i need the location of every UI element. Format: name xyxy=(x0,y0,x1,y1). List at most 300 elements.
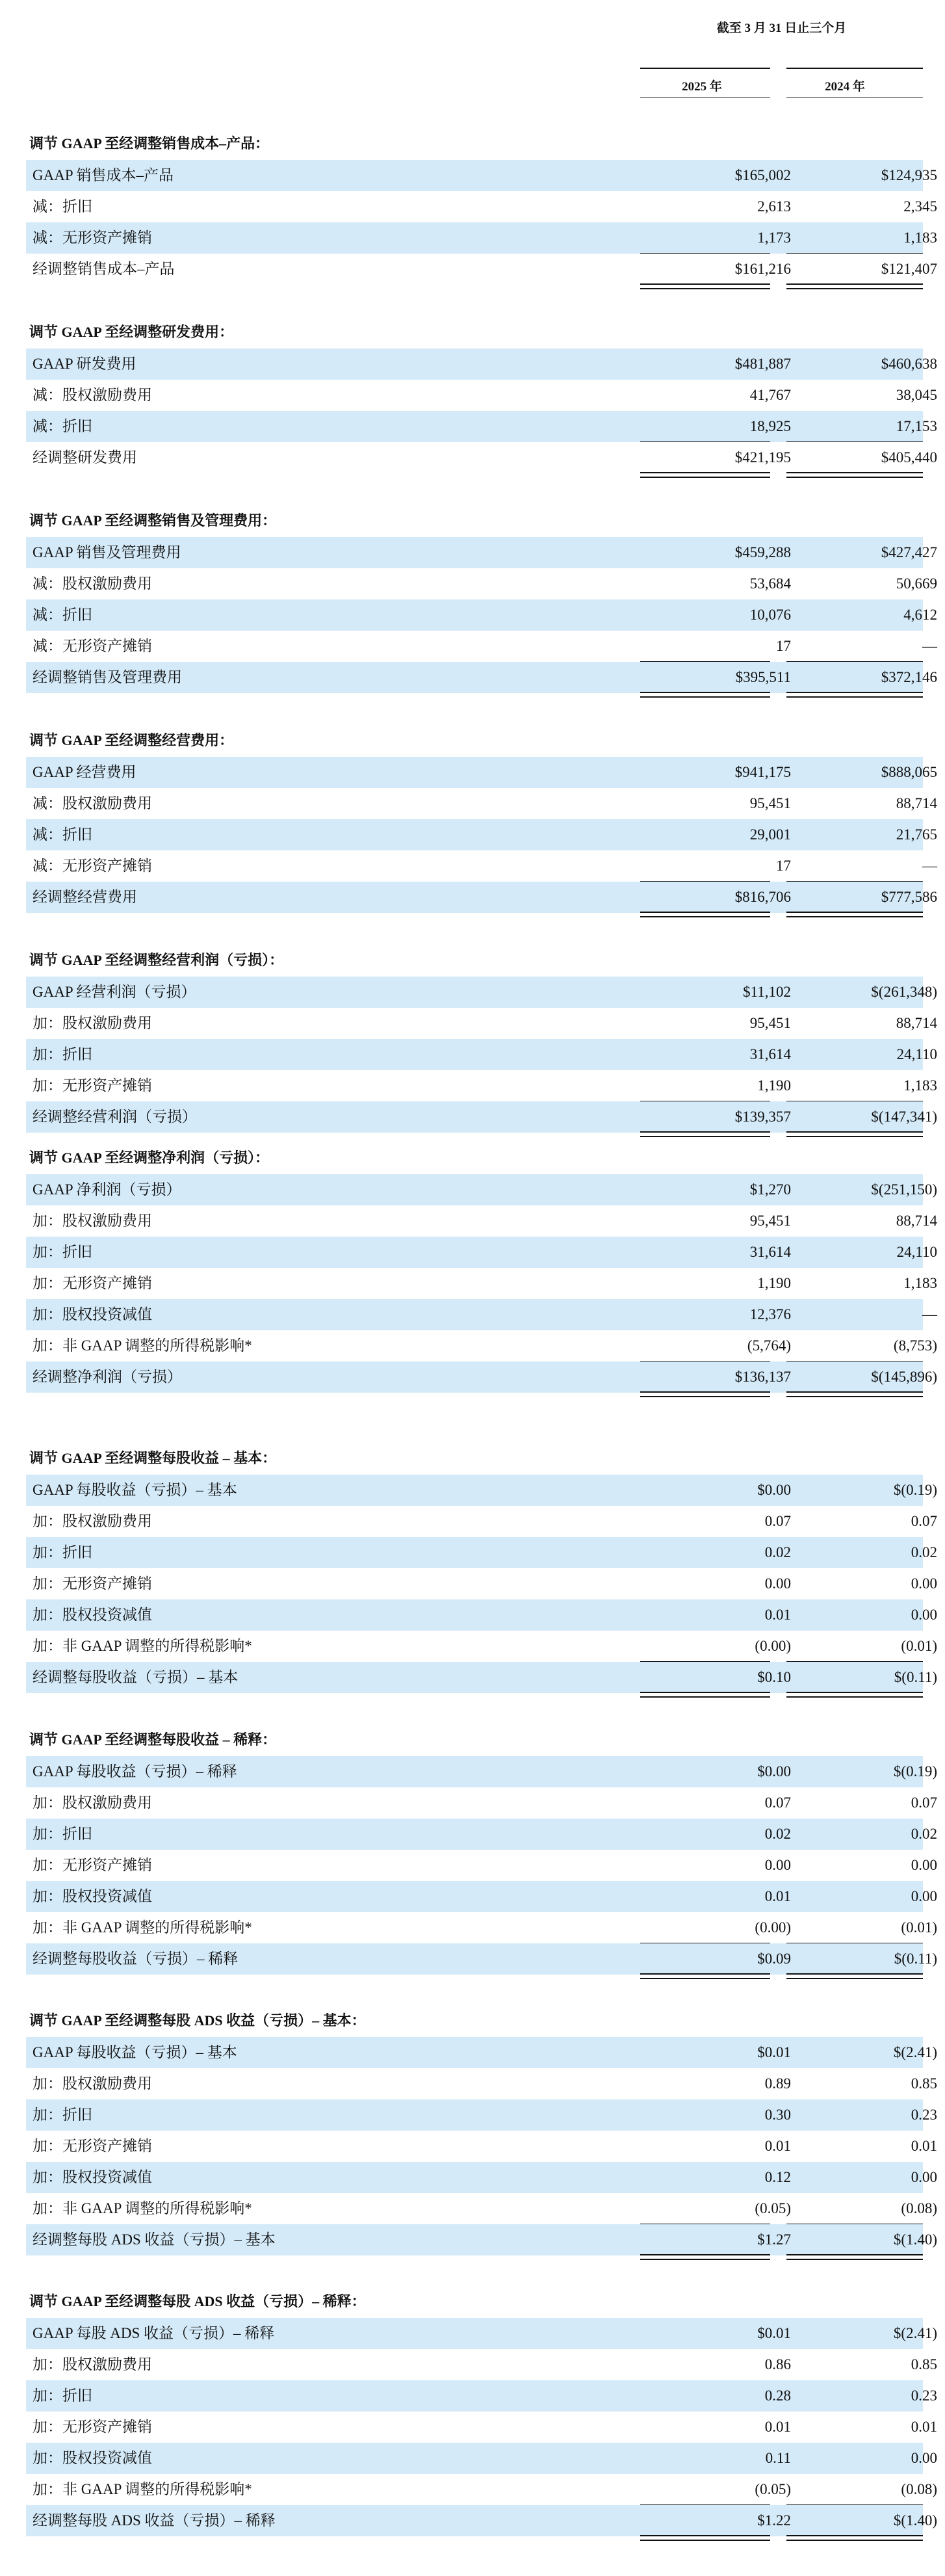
subtotal-rule xyxy=(640,1661,770,1662)
table-row xyxy=(26,2068,937,2099)
value-2025-text: $0.09 xyxy=(757,1951,791,1967)
value-2025-text: $481,887 xyxy=(734,356,791,372)
subtotal-rule xyxy=(786,253,923,254)
value-2025 xyxy=(640,1237,796,1268)
value-2025 xyxy=(640,2318,796,2349)
value-2024-text: 50,669 xyxy=(896,575,937,592)
table-row xyxy=(26,1008,937,1039)
table-row xyxy=(26,2443,937,2474)
table-row xyxy=(26,850,937,882)
value-2025 xyxy=(640,1819,796,1850)
section-title: 调节 GAAP 至经调整每股收益 – 基本： xyxy=(29,1450,277,1466)
value-2024-text: 0.00 xyxy=(911,2169,937,2185)
value-2025-text: (0.05) xyxy=(755,2200,791,2216)
value-2024-text: $(0.19) xyxy=(893,1763,937,1780)
total-double-rule xyxy=(786,912,923,917)
value-2024 xyxy=(786,1361,942,1393)
value-2025-text: 0.02 xyxy=(764,1826,791,1842)
value-2024 xyxy=(786,1506,942,1537)
row-label: GAAP 研发费用 xyxy=(32,356,136,372)
total-double-rule xyxy=(786,2535,923,2541)
value-2025 xyxy=(640,2474,796,2505)
table-row xyxy=(26,160,937,191)
value-2024-text: 0.02 xyxy=(911,1544,937,1560)
value-2024 xyxy=(786,537,942,568)
value-2025-text: (0.00) xyxy=(755,1919,791,1936)
value-2025 xyxy=(640,2193,796,2224)
value-2024 xyxy=(786,850,942,882)
value-2024-text: $(0.11) xyxy=(894,1669,937,1685)
value-2024 xyxy=(786,2474,942,2505)
value-2025-text: 18,925 xyxy=(749,418,791,434)
subtotal-rule xyxy=(640,661,770,662)
value-2024 xyxy=(786,2099,942,2131)
value-2024-text: 0.85 xyxy=(911,2075,937,2092)
value-2025-text: $0.10 xyxy=(757,1669,791,1685)
row-label: GAAP 每股收益（亏损）– 基本 xyxy=(32,2044,237,2060)
value-2024-text: 0.00 xyxy=(911,1857,937,1873)
value-2024-text: $777,586 xyxy=(881,889,937,905)
table-row xyxy=(26,1039,937,1070)
value-2025-text: 0.07 xyxy=(764,1794,791,1811)
value-2024 xyxy=(786,254,942,285)
row-label: GAAP 销售成本–产品 xyxy=(32,167,174,183)
total-double-rule xyxy=(640,1692,770,1698)
total-double-rule xyxy=(640,1131,770,1137)
total-double-rule xyxy=(640,283,770,289)
row-label: 加：非 GAAP 调整的所得税影响* xyxy=(32,1337,252,1354)
row-label: 加：折旧 xyxy=(32,1046,92,1062)
value-2025 xyxy=(640,411,796,442)
row-label: 加：股权投资减值 xyxy=(32,1607,152,1623)
period-heading: 截至 3 月 31 日止三个月 xyxy=(716,21,847,35)
value-2025-text: 0.07 xyxy=(764,1513,791,1529)
row-label: 加：非 GAAP 调整的所得税影响* xyxy=(32,1638,252,1654)
row-label: 加：非 GAAP 调整的所得税影响* xyxy=(32,2481,252,2497)
total-double-rule xyxy=(786,2254,923,2260)
year-2024-heading: 2024 年 xyxy=(825,80,865,94)
value-2025-text: 0.11 xyxy=(765,2450,791,2466)
row-label: GAAP 经营利润（亏损） xyxy=(32,984,196,1000)
table-row xyxy=(26,2412,937,2443)
value-2024-text: $(1.40) xyxy=(893,2512,937,2529)
total-double-rule xyxy=(640,2535,770,2541)
total-double-rule xyxy=(786,1692,923,1698)
value-2024 xyxy=(786,1599,942,1631)
value-2025 xyxy=(640,2131,796,2162)
value-2025-text: 31,614 xyxy=(749,1046,791,1062)
row-label: 经调整经营利润（亏损） xyxy=(32,1109,197,1125)
value-2024-text: $(251,150) xyxy=(871,1181,937,1198)
value-2025-text: 2,613 xyxy=(757,198,791,215)
table-row xyxy=(26,1070,937,1101)
value-2025-text: $459,288 xyxy=(734,544,791,560)
row-label: 加：无形资产摊销 xyxy=(32,1077,152,1094)
value-2025-text: $395,511 xyxy=(735,669,791,685)
value-2024-text: 2,345 xyxy=(903,198,937,215)
value-2025-text: $136,137 xyxy=(734,1369,791,1385)
section-title: 调节 GAAP 至经调整每股 ADS 收益（亏损）– 稀释： xyxy=(29,2293,366,2309)
total-row xyxy=(26,1662,937,1693)
table-row xyxy=(26,2037,937,2068)
value-2024 xyxy=(786,1008,942,1039)
row-label: 加：折旧 xyxy=(32,1244,92,1260)
value-2025-text: 0.01 xyxy=(764,2419,791,2435)
subtotal-rule xyxy=(786,881,923,882)
table-row xyxy=(26,2131,937,2162)
value-2024 xyxy=(786,2505,942,2536)
value-2025 xyxy=(640,2037,796,2068)
value-2025-text: $1.27 xyxy=(757,2231,791,2248)
value-2024 xyxy=(786,1330,942,1361)
value-2024-text: 88,714 xyxy=(896,1213,937,1229)
value-2025 xyxy=(640,1912,796,1943)
value-2024 xyxy=(786,222,942,254)
value-2024 xyxy=(786,1299,942,1330)
value-2025-text: 0.01 xyxy=(764,1607,791,1623)
value-2024-text: 24,110 xyxy=(896,1046,937,1062)
table-row xyxy=(26,1205,937,1237)
subtotal-rule xyxy=(640,441,770,442)
value-2025 xyxy=(640,788,796,819)
value-2024-text: 88,714 xyxy=(896,795,937,811)
value-2025-text: (0.05) xyxy=(755,2481,791,2497)
total-row xyxy=(26,2505,937,2536)
total-double-rule xyxy=(640,472,770,478)
row-label: 加：非 GAAP 调整的所得税影响* xyxy=(32,2200,252,2216)
value-2025 xyxy=(640,1008,796,1039)
value-2024-text: 0.00 xyxy=(911,1607,937,1623)
row-label: 经调整每股 ADS 收益（亏损）– 稀释 xyxy=(32,2512,276,2529)
table-row xyxy=(26,1330,937,1361)
value-2024 xyxy=(786,411,942,442)
row-label: 加：股权激励费用 xyxy=(32,1513,152,1529)
table-row xyxy=(26,1881,937,1912)
total-double-rule xyxy=(786,283,923,289)
section-title: 调节 GAAP 至经调整经营利润（亏损）： xyxy=(29,952,284,968)
value-2025-text: 0.00 xyxy=(764,1575,791,1592)
value-2024 xyxy=(786,2131,942,2162)
row-label: GAAP 销售及管理费用 xyxy=(32,544,181,560)
value-2025-text: 0.00 xyxy=(764,1857,791,1873)
value-2024 xyxy=(786,1568,942,1599)
total-row xyxy=(26,442,937,473)
value-2024-text: 1,183 xyxy=(903,230,937,246)
value-2025-text: $0.00 xyxy=(757,1482,791,1498)
value-2025 xyxy=(640,348,796,380)
row-label: 加：折旧 xyxy=(32,1826,92,1842)
table-row xyxy=(26,1537,937,1568)
section-title: 调节 GAAP 至经调整经营费用： xyxy=(29,732,234,748)
value-2024-text: $(0.11) xyxy=(894,1951,937,1967)
value-2024 xyxy=(786,160,942,191)
value-2024 xyxy=(786,2193,942,2224)
value-2025-text: 95,451 xyxy=(749,1015,791,1031)
value-2024 xyxy=(786,568,942,599)
total-row xyxy=(26,662,937,693)
row-label: 加：股权投资减值 xyxy=(32,1306,152,1322)
row-label: 加：股权激励费用 xyxy=(32,1015,152,1031)
year-rule xyxy=(786,68,923,69)
value-2024-text: $888,065 xyxy=(881,764,937,780)
value-2024-text: 38,045 xyxy=(896,387,937,403)
value-2025-text: $816,706 xyxy=(734,889,791,905)
value-2024-text: — xyxy=(922,638,937,654)
row-label: 减：无形资产摊销 xyxy=(32,230,152,246)
value-2024-text: (0.01) xyxy=(901,1919,937,1936)
value-2025-text: $0.01 xyxy=(757,2044,791,2060)
value-2024-text: $(145,896) xyxy=(871,1369,937,1385)
value-2025 xyxy=(640,1850,796,1881)
value-2025-text: $0.01 xyxy=(757,2325,791,2341)
value-2025-text: $11,102 xyxy=(743,984,791,1000)
value-2025 xyxy=(640,1506,796,1537)
value-2024-text: $(2.41) xyxy=(893,2325,937,2341)
value-2025-text: 0.30 xyxy=(764,2107,791,2123)
value-2024 xyxy=(786,191,942,222)
value-2025-text: (0.00) xyxy=(755,1638,791,1654)
total-row xyxy=(26,254,937,285)
value-2025 xyxy=(640,1756,796,1787)
row-label: GAAP 经营费用 xyxy=(32,764,136,780)
value-2024-text: 4,612 xyxy=(903,607,937,623)
table-row xyxy=(26,977,937,1008)
total-row xyxy=(26,2224,937,2255)
table-row xyxy=(26,1299,937,1330)
value-2024 xyxy=(786,757,942,788)
value-2024 xyxy=(786,2224,942,2255)
section-title: 调节 GAAP 至经调整销售及管理费用： xyxy=(29,512,277,529)
value-2025 xyxy=(640,1299,796,1330)
value-2024 xyxy=(786,1537,942,1568)
value-2025-text: 0.12 xyxy=(764,2169,791,2185)
value-2025 xyxy=(640,191,796,222)
value-2024-text: 0.01 xyxy=(911,2419,937,2435)
value-2024 xyxy=(786,1912,942,1943)
value-2024 xyxy=(786,1631,942,1662)
value-2025 xyxy=(640,2162,796,2193)
value-2024 xyxy=(786,599,942,631)
value-2025-text: $0.00 xyxy=(757,1763,791,1780)
table-row xyxy=(26,348,937,380)
value-2025-text: 10,076 xyxy=(749,607,791,623)
value-2024-text: $(0.19) xyxy=(893,1482,937,1498)
value-2025 xyxy=(640,1039,796,1070)
value-2025 xyxy=(640,254,796,285)
section-title: 调节 GAAP 至经调整销售成本–产品： xyxy=(29,135,270,151)
table-row xyxy=(26,2099,937,2131)
value-2025 xyxy=(640,1881,796,1912)
row-label: 加：股权投资减值 xyxy=(32,2169,152,2185)
value-2024-text: $427,427 xyxy=(881,544,937,560)
row-label: 经调整销售及管理费用 xyxy=(32,669,182,685)
value-2025 xyxy=(640,1662,796,1693)
table-row xyxy=(26,1475,937,1506)
value-2024-text: 0.07 xyxy=(911,1794,937,1811)
table-row xyxy=(26,819,937,850)
value-2025 xyxy=(640,1205,796,1237)
value-2024 xyxy=(786,1475,942,1506)
value-2025 xyxy=(640,1537,796,1568)
row-label: 减：无形资产摊销 xyxy=(32,858,152,874)
value-2024-text: 1,183 xyxy=(903,1077,937,1094)
value-2025 xyxy=(640,882,796,913)
value-2025-text: 0.86 xyxy=(764,2356,791,2372)
table-row xyxy=(26,411,937,442)
table-row xyxy=(26,2162,937,2193)
table-row xyxy=(26,1174,937,1205)
value-2024-text: $460,638 xyxy=(881,356,937,372)
value-2024-text: $405,440 xyxy=(881,449,937,466)
value-2025-text: 95,451 xyxy=(749,795,791,811)
value-2024-text: 0.23 xyxy=(911,2387,937,2404)
value-2025 xyxy=(640,757,796,788)
table-row xyxy=(26,1850,937,1881)
value-2024 xyxy=(786,1237,942,1268)
value-2025-text: 41,767 xyxy=(749,387,791,403)
year-header-row xyxy=(0,65,945,98)
value-2024-text: (0.08) xyxy=(901,2481,937,2497)
value-2024 xyxy=(786,348,942,380)
total-double-rule xyxy=(786,1391,923,1397)
value-2024-text: (8,753) xyxy=(893,1337,937,1354)
value-2025 xyxy=(640,977,796,1008)
value-2025 xyxy=(640,1268,796,1299)
table-row xyxy=(26,1599,937,1631)
row-label: 减：股权激励费用 xyxy=(32,795,152,811)
value-2025 xyxy=(640,1330,796,1361)
total-double-rule xyxy=(640,1973,770,1979)
value-2024 xyxy=(786,1205,942,1237)
value-2025-text: 0.01 xyxy=(764,2138,791,2154)
value-2025 xyxy=(640,1101,796,1133)
value-2025-text: $941,175 xyxy=(734,764,791,780)
table-row xyxy=(26,1819,937,1850)
value-2024-text: 1,183 xyxy=(903,1275,937,1291)
value-2024-text: 0.01 xyxy=(911,2138,937,2154)
value-2025-text: 0.89 xyxy=(764,2075,791,2092)
value-2025-text: 12,376 xyxy=(749,1306,791,1322)
value-2025 xyxy=(640,2224,796,2255)
value-2025-text: 0.01 xyxy=(764,1888,791,1904)
value-2025 xyxy=(640,599,796,631)
value-2024 xyxy=(786,2412,942,2443)
subtotal-rule xyxy=(640,2504,770,2505)
value-2025 xyxy=(640,1475,796,1506)
value-2025-text: 17 xyxy=(776,638,791,654)
row-label: 加：股权激励费用 xyxy=(32,1794,152,1811)
row-label: 经调整销售成本–产品 xyxy=(32,261,175,277)
value-2025-text: 17 xyxy=(776,858,791,874)
value-2025 xyxy=(640,160,796,191)
value-2024-text: — xyxy=(922,858,937,874)
table-row xyxy=(26,788,937,819)
subtotal-rule xyxy=(786,2504,923,2505)
row-label: 加：无形资产摊销 xyxy=(32,2138,152,2154)
value-2024-text: 0.02 xyxy=(911,1826,937,1842)
value-2024 xyxy=(786,1268,942,1299)
value-2024-text: $121,407 xyxy=(881,261,937,277)
value-2024 xyxy=(786,442,942,473)
value-2024-text: $(2.41) xyxy=(893,2044,937,2060)
value-2024 xyxy=(786,1943,942,1975)
value-2025 xyxy=(640,631,796,662)
table-row xyxy=(26,1631,937,1662)
row-label: 加：股权激励费用 xyxy=(32,2356,152,2372)
value-2024 xyxy=(786,1787,942,1819)
value-2025 xyxy=(640,662,796,693)
value-2025 xyxy=(640,537,796,568)
total-double-rule xyxy=(640,2254,770,2260)
subtotal-rule xyxy=(786,1661,923,1662)
table-row xyxy=(26,1506,937,1537)
row-label: GAAP 净利润（亏损） xyxy=(32,1181,181,1198)
row-label: 减：折旧 xyxy=(32,418,92,434)
value-2024 xyxy=(786,1039,942,1070)
row-label: 加：无形资产摊销 xyxy=(32,1857,152,1873)
value-2025 xyxy=(640,1568,796,1599)
row-label: 经调整每股收益（亏损）– 稀释 xyxy=(32,1951,239,1967)
value-2024 xyxy=(786,1819,942,1850)
value-2025 xyxy=(640,1943,796,1975)
section-title: 调节 GAAP 至经调整每股 ADS 收益（亏损）– 基本： xyxy=(29,2012,366,2029)
value-2025 xyxy=(640,442,796,473)
table-row xyxy=(26,1787,937,1819)
subtotal-rule xyxy=(640,253,770,254)
value-2024 xyxy=(786,2380,942,2412)
value-2024-text: 0.00 xyxy=(911,1888,937,1904)
value-2025 xyxy=(640,819,796,850)
row-label: 减：股权激励费用 xyxy=(32,387,152,403)
row-label: GAAP 每股收益（亏损）– 稀释 xyxy=(32,1763,237,1780)
value-2025-text: 0.02 xyxy=(764,1544,791,1560)
table-row xyxy=(26,537,937,568)
value-2024 xyxy=(786,2443,942,2474)
subtotal-rule xyxy=(786,661,923,662)
total-double-rule xyxy=(640,1391,770,1397)
value-2025 xyxy=(640,222,796,254)
value-2025-text: 95,451 xyxy=(749,1213,791,1229)
row-label: 加：股权投资减值 xyxy=(32,2450,152,2466)
value-2025 xyxy=(640,2380,796,2412)
row-label: 加：折旧 xyxy=(32,1544,92,1560)
table-row xyxy=(26,2193,937,2224)
value-2024 xyxy=(786,2162,942,2193)
value-2025 xyxy=(640,2505,796,2536)
value-2025 xyxy=(640,1631,796,1662)
table-row xyxy=(26,1237,937,1268)
value-2025-text: 1,190 xyxy=(757,1077,791,1094)
row-label: GAAP 每股收益（亏损）– 基本 xyxy=(32,1482,237,1498)
subtotal-rule xyxy=(786,441,923,442)
value-2024-text: 24,110 xyxy=(896,1244,937,1260)
value-2025 xyxy=(640,380,796,411)
value-2025 xyxy=(640,2443,796,2474)
row-label: 加：股权投资减值 xyxy=(32,1888,152,1904)
value-2024-text: $372,146 xyxy=(881,669,937,685)
value-2024-text: (0.08) xyxy=(901,2200,937,2216)
value-2025 xyxy=(640,568,796,599)
row-label: 加：无形资产摊销 xyxy=(32,1575,152,1592)
value-2024 xyxy=(786,819,942,850)
row-label: 加：股权激励费用 xyxy=(32,1213,152,1229)
section-title: 调节 GAAP 至经调整研发费用： xyxy=(29,324,234,340)
row-label: 经调整每股 ADS 收益（亏损）– 基本 xyxy=(32,2231,276,2248)
subtotal-rule xyxy=(640,881,770,882)
value-2025-text: (5,764) xyxy=(747,1337,791,1354)
value-2024 xyxy=(786,631,942,662)
value-2024 xyxy=(786,1662,942,1693)
